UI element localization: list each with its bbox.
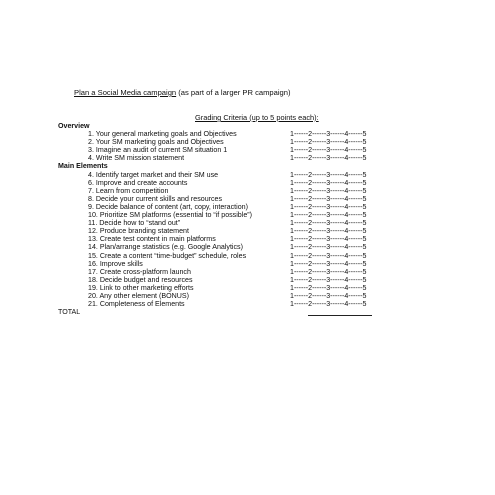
criteria-label: 20. Any other element (BONUS) xyxy=(88,291,189,300)
criteria-row xyxy=(58,252,388,260)
criteria-label: 9. Decide balance of content (art, copy, interaction) xyxy=(88,202,248,211)
criteria-row xyxy=(58,138,388,146)
rating-scale: 1------2------3------4------5 xyxy=(290,283,367,292)
criteria-label: 4. Identify target market and their SM use xyxy=(88,170,219,179)
title-main: Plan a Social Media campaign xyxy=(74,88,177,97)
criteria-row xyxy=(58,211,388,219)
rating-scale: 1------2------3------4------5 xyxy=(290,186,367,195)
criteria-list xyxy=(58,122,388,316)
rating-scale: 1------2------3------4------5 xyxy=(290,259,367,268)
criteria-row xyxy=(58,130,388,138)
total-blank-line xyxy=(308,315,372,316)
rating-scale: 1------2------3------4------5 xyxy=(290,300,367,309)
criteria-row xyxy=(58,227,388,235)
rating-scale: 1------2------3------4------5 xyxy=(290,146,367,155)
rating-scale: 1------2------3------4------5 xyxy=(290,291,367,300)
rating-scale: 1------2------3------4------5 xyxy=(290,243,367,252)
criteria-row xyxy=(58,171,388,179)
criteria-label: 1. Your general marketing goals and Objectives xyxy=(88,130,237,139)
criteria-row xyxy=(58,300,388,308)
rating-scale: 1------2------3------4------5 xyxy=(290,194,367,203)
rating-scale: 1------2------3------4------5 xyxy=(290,154,367,163)
rating-scale: 1------2------3------4------5 xyxy=(290,235,367,244)
criteria-row xyxy=(58,243,388,251)
criteria-row xyxy=(58,276,388,284)
document-title xyxy=(74,88,291,97)
criteria-label: 15. Create a content “time-budget” schedule, roles xyxy=(88,251,247,260)
rating-scale: 1------2------3------4------5 xyxy=(290,130,367,139)
rating-scale: 1------2------3------4------5 xyxy=(290,275,367,284)
rating-scale: 1------2------3------4------5 xyxy=(290,170,367,179)
rating-scale: 1------2------3------4------5 xyxy=(290,251,367,260)
rating-scale: 1------2------3------4------5 xyxy=(290,219,367,228)
rating-scale: 1------2------3------4------5 xyxy=(290,211,367,220)
criteria-label: 11. Decide how to “stand out” xyxy=(88,219,181,228)
rating-scale: 1------2------3------4------5 xyxy=(290,227,367,236)
rating-scale: 1------2------3------4------5 xyxy=(290,178,367,187)
criteria-label: 8. Decide your current skills and resources xyxy=(88,194,223,203)
criteria-label: 7. Learn from competition xyxy=(88,186,169,195)
criteria-row xyxy=(58,187,388,195)
rating-scale: 1------2------3------4------5 xyxy=(290,267,367,276)
section-heading: Overview xyxy=(58,122,90,130)
criteria-row xyxy=(58,260,388,268)
title-suffix: (as part of a larger PR campaign) xyxy=(176,88,291,97)
criteria-label: 12. Produce branding statement xyxy=(88,227,189,236)
criteria-label: 18. Decide budget and resources xyxy=(88,275,193,284)
criteria-label: 3. Imagine an audit of current SM situation 1 xyxy=(88,146,228,155)
criteria-label: 21. Completeness of Elements xyxy=(88,300,185,309)
criteria-label: 14. Plan/arrange statistics (e.g. Google Analytics) xyxy=(88,243,243,252)
criteria-row xyxy=(58,219,388,227)
criteria-label: 19. Link to other marketing efforts xyxy=(88,283,194,292)
criteria-row xyxy=(58,154,388,162)
criteria-label: 10. Prioritize SM platforms (essential to “if possible”) xyxy=(88,211,252,220)
criteria-row xyxy=(58,195,388,203)
criteria-label: 17. Create cross-platform launch xyxy=(88,267,191,276)
criteria-row xyxy=(58,292,388,300)
criteria-row xyxy=(58,284,388,292)
criteria-row xyxy=(58,268,388,276)
section-heading: Main Elements xyxy=(58,162,108,171)
rating-scale: 1------2------3------4------5 xyxy=(290,138,367,147)
criteria-label: 13. Create test content in main platforms xyxy=(88,235,216,244)
grading-criteria-header: Grading Criteria (up to 5 points each): xyxy=(195,113,319,122)
total-row xyxy=(58,308,388,316)
criteria-row xyxy=(58,146,388,154)
criteria-row xyxy=(58,179,388,187)
criteria-row xyxy=(58,203,388,211)
total-label: TOTAL xyxy=(58,308,81,317)
criteria-label: 6. Improve and create accounts xyxy=(88,178,188,187)
criteria-label: 16. Improve skills xyxy=(88,259,143,268)
criteria-row xyxy=(58,235,388,243)
rating-scale: 1------2------3------4------5 xyxy=(290,202,367,211)
criteria-label: 4. Write SM mission statement xyxy=(88,154,185,163)
criteria-label: 2. Your SM marketing goals and Objectives xyxy=(88,138,224,147)
